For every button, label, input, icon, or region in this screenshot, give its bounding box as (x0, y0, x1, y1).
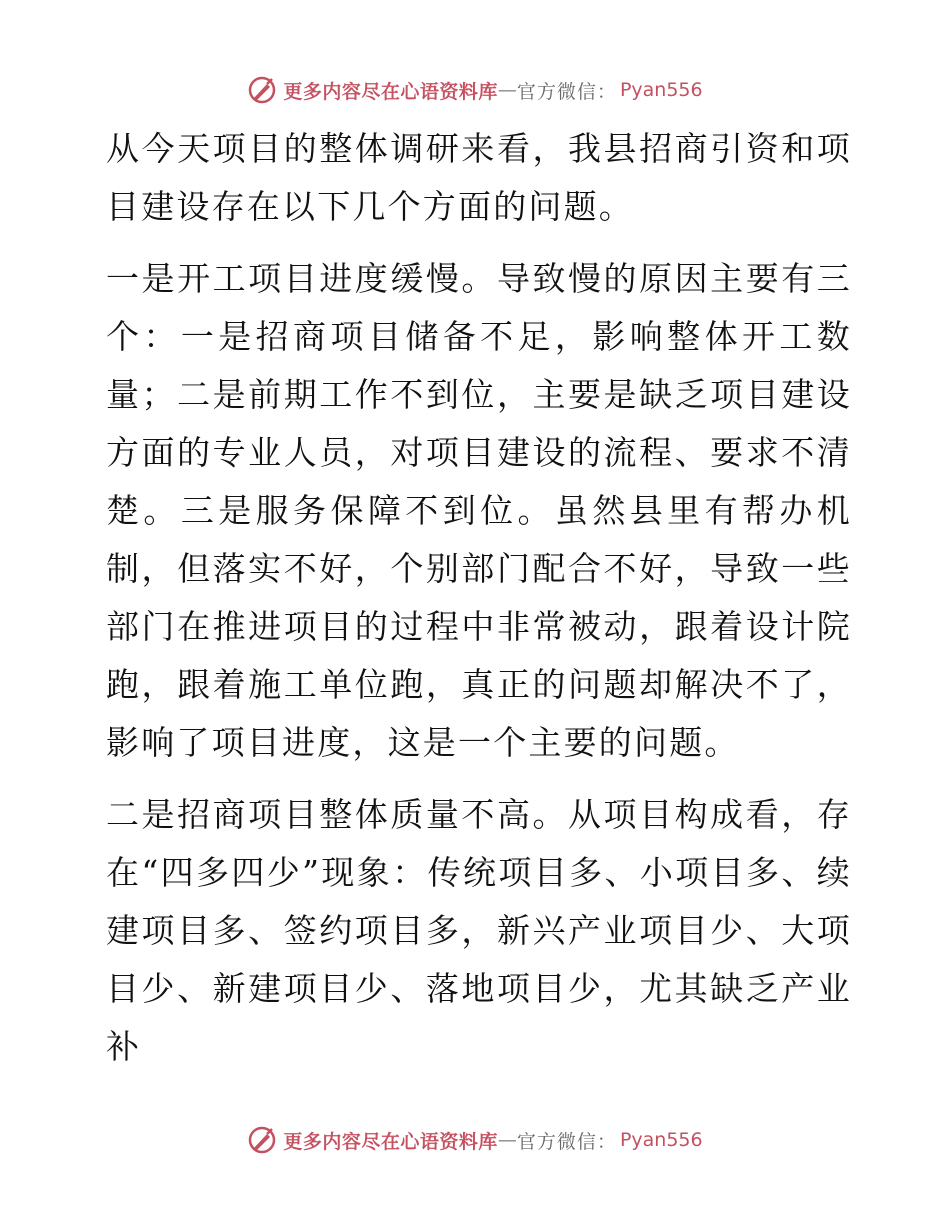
header-colon: ： (596, 80, 616, 103)
footer-main-text: 更多内容尽在心语资料库 (283, 1130, 498, 1153)
footer-dash: — (497, 1129, 517, 1151)
paragraph-issue-one: 一是开工项目进度缓慢。导致慢的原因主要有三个：一是招商项目储备不足，影响整体开工数量；二是前期工作不到位，主要是缺乏项目建设方面的专业人员，对项目建设的流程、要求不清楚。三是服务保障不到位。虽然县里有帮办机制，但落实不好，个别部门配合不好，导致一些部门在推进项目的过程中非常被动，跟着设计院跑，跟着施工单位跑，真正的问题却解决不了，影响了项目进度，这是一个主要的问题。 (106, 259, 852, 762)
footer-banner (0, 1120, 950, 1160)
document-body (96, 120, 852, 1090)
header-wechat-id: Pyan556 (619, 79, 703, 101)
paragraph-issue-two: 二是招商项目整体质量不高。从项目构成看，存在“四多四少”现象：传统项目多、小项目多、续建项目多、签约项目多，新兴产业项目少、大项目少、新建项目少、落地项目少，尤其缺乏产业补 (106, 795, 852, 1066)
header-official-label: 官方微信 (516, 80, 597, 103)
footer-official-label: 官方微信 (516, 1130, 597, 1153)
header-main-text: 更多内容尽在心语资料库 (283, 80, 498, 103)
quill-pen-logo-icon (247, 75, 277, 105)
paragraph-intro: 从今天项目的整体调研来看，我县招商引资和项目建设存在以下几个方面的问题。 (106, 129, 852, 226)
footer-wechat-id: Pyan556 (619, 1129, 703, 1151)
quill-pen-logo-icon (247, 1125, 277, 1155)
footer-colon: ： (596, 1130, 616, 1153)
header-banner (0, 70, 950, 110)
header-dash: — (497, 79, 517, 101)
